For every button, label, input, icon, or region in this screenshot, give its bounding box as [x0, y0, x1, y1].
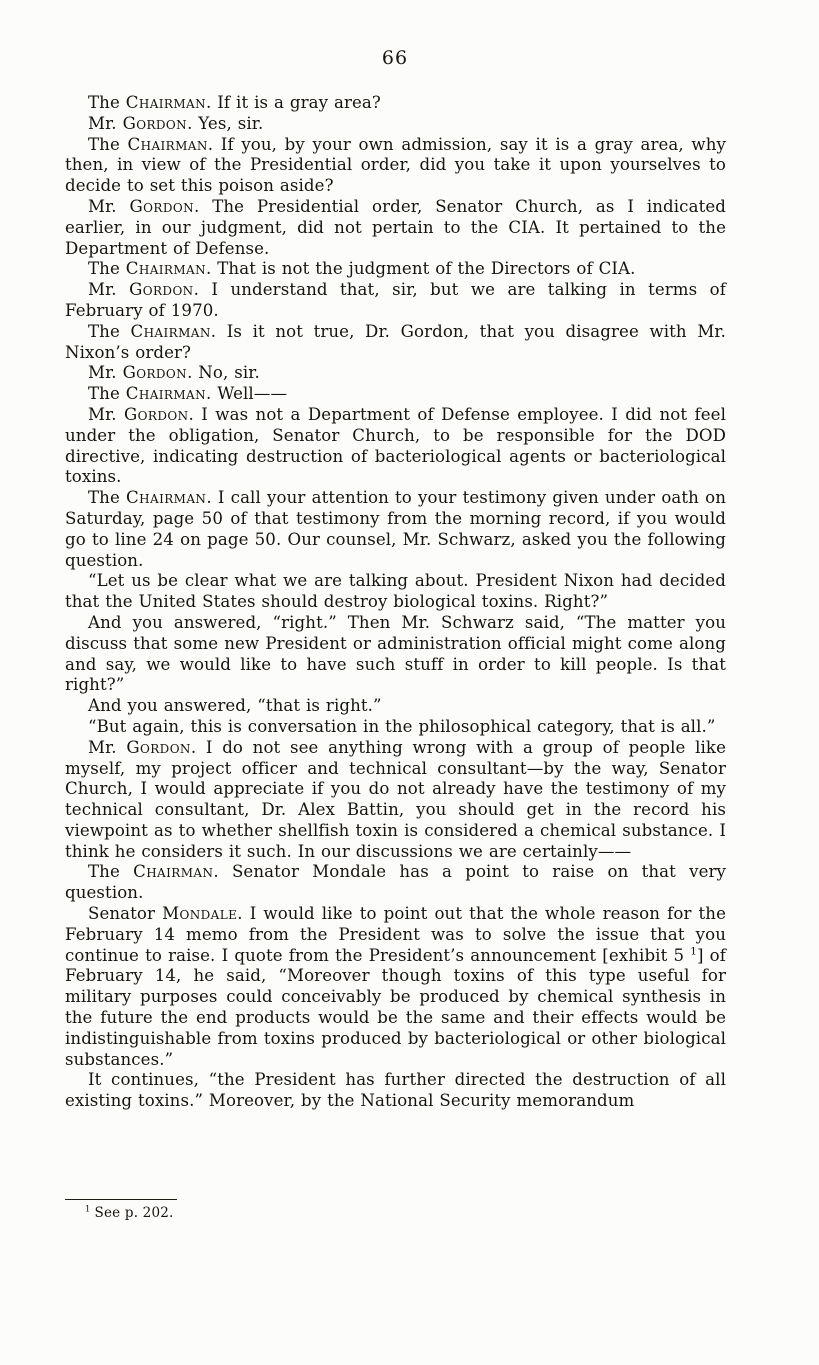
paragraph: And you answered, “right.” Then Mr. Schwarz said, “The matter you discuss that some new President or administration official might come along and say, we would like to have such stuff in order to kill people. Is that right?”	[65, 612, 726, 695]
page-number: 66	[381, 47, 409, 69]
paragraph: Mr. Gordon. No, sir.	[88, 363, 260, 383]
speaker-name: Chairman	[125, 93, 207, 112]
footnote-text	[65, 1205, 726, 1221]
speaker-name: Chairman	[133, 862, 214, 882]
paragraph: Senator Mondale. I would like to point out that the whole reason for the February 14 memo from the President was to solve the issue that you continue to raise. I quote from the President’s announcement [exhibit 5 $^1$] of February 14, he said, “Moreover though toxins of this type useful for military purposes could conceivably be produced by chemical synthesis in the future the end products would be the same and their effects would be indistinguishable from toxins produced by bacteriological or other biological substances.”	[65, 904, 726, 1069]
paragraph: Mr. Gordon. I do not see anything wrong with a group of people like myself, my project officer and technical consultant—by the way, Senator Church, I would appreciate if you do not already have the testimony of my technical consultant, Dr. Alex Battin, you should get in the record his viewpoint as to whether shellfish toxin is considered a chemical substance. I think he considers it such. In our discussions we are certainly——	[65, 737, 726, 861]
speaker-name: Chairman	[127, 134, 208, 154]
speaker-name: Gordon	[129, 196, 195, 216]
speaker-name: Chairman	[125, 384, 207, 404]
paragraph: Mr. Gordon. The Presidential order, Senator Church, as I indicated earlier, in our judgment, did not pertain to the CIA. It pertained to the Department of Defense.	[65, 196, 726, 258]
speaker-name: Gordon	[126, 737, 191, 757]
paragraph: And you answered, “that is right.”	[88, 696, 382, 716]
exhibit-footnote-marker: 1	[690, 945, 697, 958]
paragraph: The Chairman. If it is a gray area?	[88, 93, 381, 112]
footnote-marker: 1	[85, 1203, 91, 1214]
speaker-name: Gordon	[129, 280, 194, 300]
speaker-name: Chairman	[130, 321, 211, 341]
paragraph: The Chairman. If you, by your own admission, say it is a gray area, why then, in view of the Presidential order, did you take it upon yourselves to decide to set this poison aside?	[65, 134, 726, 196]
paragraph: “Let us be clear what we are talking about. President Nixon had decided that the United States should destroy biological toxins. Right?”	[65, 571, 726, 612]
page-text	[65, 93, 726, 1112]
paragraph: Mr. Gordon. I was not a Department of Defense employee. I did not feel under the obligation, Senator Church, to be responsible for the DOD directive, indicating destruction of bacteriological agents or bacteriological toxins.	[65, 404, 726, 487]
paragraph: It continues, “the President has further directed the destruction of all existing toxins.” Moreover, by the National Security memorandum	[65, 1070, 726, 1111]
paragraph: The Chairman. Well——	[88, 384, 288, 404]
speaker-name: Mondale	[162, 904, 238, 924]
speaker-name: Gordon	[122, 113, 188, 133]
speaker-name: Gordon	[124, 404, 189, 424]
paragraph: The Chairman. I call your attention to your testimony given under oath on Saturday, page 50 of that testimony from the morning record, if you would go to line 24 on page 50. Our counsel, Mr. Schwarz, asked you the following question.	[65, 488, 727, 570]
footnote-label: See p. 202.	[94, 1205, 174, 1221]
speaker-name: Chairman	[125, 259, 207, 279]
footnote	[65, 1199, 726, 1221]
speaker-name: Gordon	[122, 363, 188, 383]
paragraph: Mr. Gordon. I understand that, sir, but we are talking in terms of February of 1970.	[65, 280, 726, 320]
paragraph: Mr. Gordon. Yes, sir.	[88, 113, 264, 133]
footnote-rule	[65, 1199, 177, 1200]
paragraph: The Chairman. That is not the judgment of the Directors of CIA.	[88, 259, 636, 279]
speaker-name: Chairman	[126, 488, 207, 508]
paragraph: The Chairman. Senator Mondale has a point to raise on that very question.	[65, 862, 727, 903]
paragraph: “But again, this is conversation in the philosophical category, that is all.”	[88, 716, 716, 736]
paragraph: The Chairman. Is it not true, Dr. Gordon, that you disagree with Mr. Nixon’s order?	[65, 321, 726, 362]
